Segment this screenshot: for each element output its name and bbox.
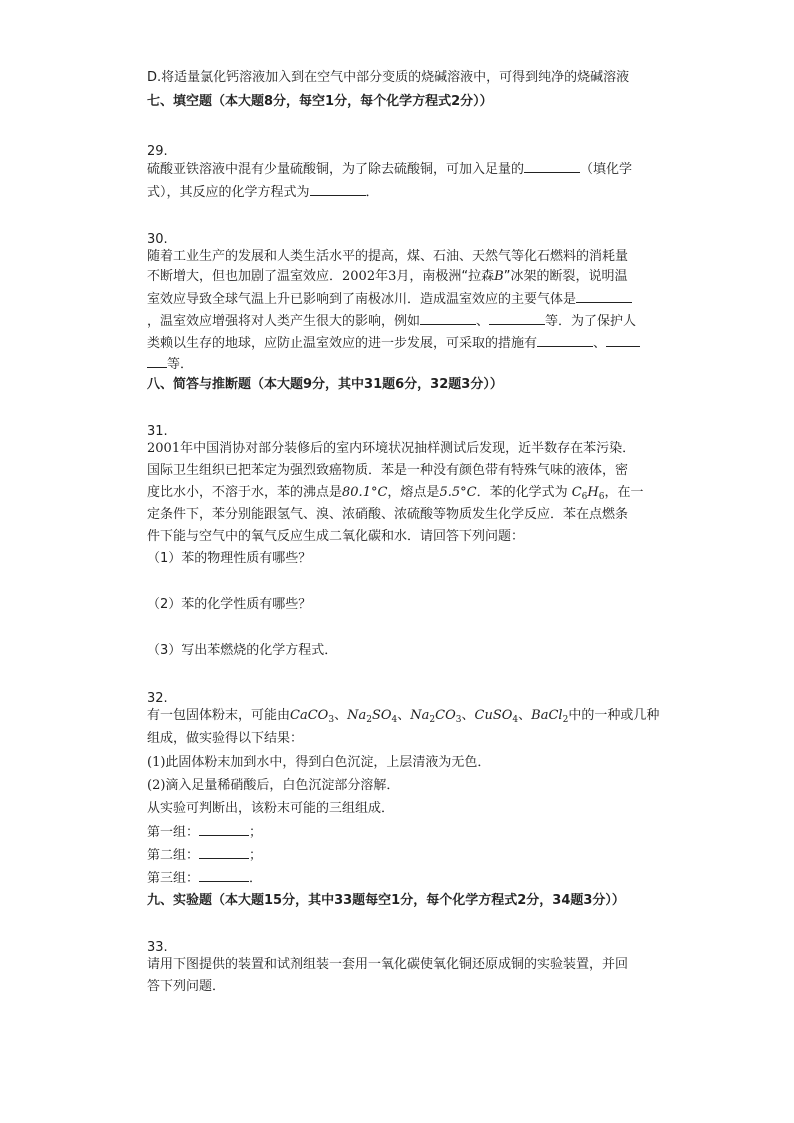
answer-blank[interactable] (576, 290, 632, 303)
option-d-text: D.将适量氯化钙溶液加入到在空气中部分变质的烧碱溶液中，可得到纯净的烧碱溶液 (147, 70, 630, 85)
answer-blank[interactable] (199, 846, 249, 859)
question-30-line-6 (147, 355, 193, 374)
question-30-line-2 (147, 268, 627, 286)
q29-text: 硫酸亚铁溶液中混有少量硫酸铜，为了除去硫酸铜，可加入足量的 (147, 162, 525, 177)
answer-blank[interactable] (147, 355, 167, 368)
melting-point-value: 5.5°C (439, 485, 477, 500)
question-32-group-1: 第一组： ； (147, 825, 263, 840)
question-30-line-4 (147, 312, 636, 331)
answer-blank[interactable] (537, 334, 593, 347)
question-33-line-1: 请用下图提供的装置和试剂组装一套用一氧化碳使氧化铜还原成铜的实验装置，并回 (147, 957, 629, 972)
question-31-line-4: 定条件下，苯分别能跟氢气、溴、浓硝酸、浓硫酸等物质发生化学反应．苯在点燃条 (147, 507, 629, 522)
ice-shelf-letter: B (494, 269, 504, 284)
answer-blank[interactable] (199, 823, 249, 836)
answer-blank[interactable] (524, 160, 580, 173)
question-31-line-1 (147, 440, 635, 458)
boiling-point-value: 80.1°C (342, 485, 388, 500)
group-label: 第二组： (147, 848, 200, 863)
q29-text: 式），其反应的化学方程式为 (147, 185, 310, 200)
section-9-heading: 九、实验题（本大题15分，其中33题每空1分，每个化学方程式2分，34题3分）） (147, 893, 625, 908)
q30-text: ，温室效应增强将对人类产生很大的影响，例如 (147, 314, 421, 329)
formula-caco3: CaCO$_3$ (290, 708, 335, 725)
answer-blank[interactable] (606, 334, 640, 347)
question-30-number: 30. (147, 232, 168, 247)
question-32-group-3: 第三组： ． (147, 871, 263, 886)
q32-text: 有一包固体粉末，可能由 (147, 708, 291, 723)
question-30-line-5 (147, 334, 640, 353)
answer-blank[interactable] (310, 183, 366, 196)
q29-text: ． (365, 185, 379, 200)
result-number: (1) (147, 755, 166, 770)
formula-cuso4: CuSO$_4$ (474, 708, 519, 725)
year-value: 2002 (342, 269, 376, 284)
question-32-group-2: 第二组： ； (147, 848, 263, 863)
question-29-line-2 (147, 183, 379, 202)
q32-text: 此固体粉末加到水中，得到白色沉淀，上层清液为无色． (165, 755, 491, 770)
question-30-line-3 (147, 290, 632, 309)
q31-text: ．苯的化学式为 (476, 485, 568, 500)
formula-bacl2: BaCl$_2$ (531, 708, 569, 725)
q30-text: 、 (593, 336, 607, 351)
q30-text: 等．为了保护人 (545, 314, 637, 329)
q31-text: 度比水小，不溶于水，苯的沸点是 (147, 485, 343, 500)
question-30-line-1: 随着工业生产的发展和人类生活水平的提高，煤、石油、天然气等化石燃料的消耗量 (147, 249, 629, 264)
question-29-number: 29. (147, 144, 168, 159)
q32-text: 滴入足量稀硝酸后，白色沉淀部分溶解． (165, 778, 400, 793)
q31-text: 年中国消协对部分装修后的室内环境状况抽样测试后发现，近半数存在苯污染． (180, 441, 636, 456)
q30-text: 月，南极洲“拉森 (396, 269, 495, 284)
section-7-heading: 七、填空题（本大题8分，每空1分，每个化学方程式2分）） (147, 94, 493, 109)
question-31-line-3 (147, 484, 644, 506)
benzene-formula: $C_6H_6$ (571, 485, 605, 502)
question-32-number: 32. (147, 691, 168, 706)
q31-text: ，在一 (604, 485, 644, 500)
question-33-number: 33. (147, 940, 168, 955)
question-32-line-5: 从实验可判断出，该粉末可能的三组组成． (147, 801, 395, 816)
question-31-line-2: 国际卫生组织已把苯定为强烈致癌物质．苯是一种没有颜色带有特殊气味的液体，密 (147, 463, 629, 478)
q30-text: 类赖以生存的地球，应防止温室效应的进一步发展，可采取的措施有 (147, 336, 538, 351)
question-32-line-1: 有一包固体粉末，可能由CaCO$_3$、$Na_2SO_4$、$Na_2CO_3$、CuSO$_4$、BaCl$_2$中的一种或几种 (147, 708, 660, 725)
answer-blank[interactable] (489, 312, 545, 325)
question-32-result-2 (147, 777, 399, 795)
q29-text: （填化学 (580, 162, 633, 177)
result-number: (2) (147, 778, 166, 793)
q30-text: ”冰架的断裂，说明温 (503, 269, 628, 284)
month-value: 3 (388, 269, 397, 284)
section-8-heading: 八、简答与推断题（本大题9分，其中31题6分，32题3分）） (147, 377, 503, 392)
question-29-line-1 (147, 160, 632, 179)
q32-text: 中的一种或几种 (568, 708, 660, 723)
question-31-sub-2: （2）苯的化学性质有哪些？ (147, 597, 312, 612)
year-value: 2001 (147, 441, 181, 456)
q30-text: 年 (375, 269, 389, 284)
q30-text: 、 (476, 314, 490, 329)
q30-text: 等． (167, 357, 194, 372)
question-31-sub-1: （1）苯的物理性质有哪些？ (147, 551, 312, 566)
q30-text: 室效应导致全球气温上升已影响到了南极冰川．造成温室效应的主要气体是 (147, 292, 577, 307)
question-31-sub-3: （3）写出苯燃烧的化学方程式． (147, 643, 338, 658)
question-31-number: 31. (147, 424, 168, 439)
group-label: 第一组： (147, 825, 200, 840)
answer-blank[interactable] (420, 312, 476, 325)
group-label: 第三组： (147, 871, 200, 886)
question-33-line-2: 答下列问题． (147, 979, 226, 994)
formula-na2so4: $Na_2SO_4$ (347, 708, 398, 725)
question-31-line-5: 件下能与空气中的氧气反应生成二氧化碳和水．请回答下列问题： (147, 529, 525, 544)
answer-blank[interactable] (199, 869, 249, 882)
q30-text: 不断增大，但也加剧了温室效应． (147, 269, 343, 284)
question-32-line-2: 组成，做实验得以下结果： (147, 731, 304, 746)
q31-text: ，熔点是 (387, 485, 440, 500)
question-32-result-1 (147, 754, 490, 772)
formula-na2co3: $Na_2CO_3$ (410, 708, 462, 725)
